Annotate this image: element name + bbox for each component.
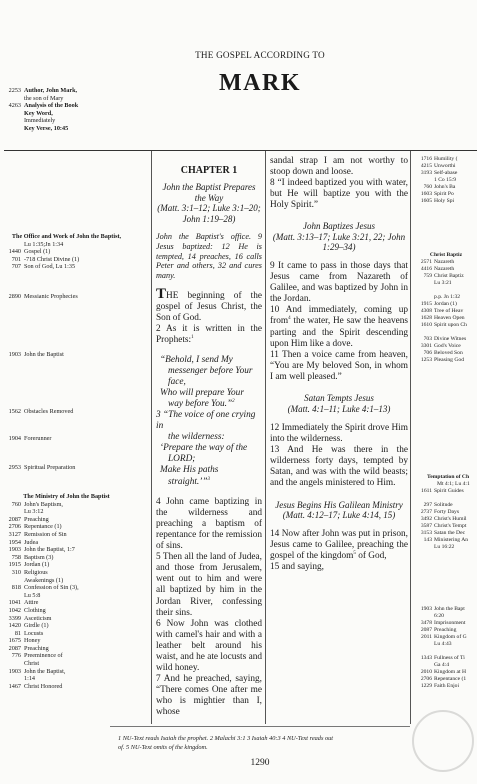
verse-14: 14 Now after John was put in prison, Jesus came to Galilee, preaching the gospel of the kingdom$^5$ of God, [270, 528, 408, 561]
note-entry: 3193 Self-abase [420, 170, 458, 176]
note-entry: 1:14 [24, 675, 36, 683]
note-entry: 3153 Satan the Dec [420, 530, 466, 536]
text-column-1 [156, 165, 262, 719]
note-entry: 1915 Jordan (1) [420, 301, 457, 307]
note-entry: 3127 Remission of Sin [8, 530, 67, 538]
note-john-baptist: 1903 John the Baptist [8, 351, 64, 358]
note-entry: 4215 Unworthi [420, 163, 456, 169]
note-entry: 1253 Pleasing God [420, 357, 464, 363]
section-heading: Temptation of Ch [427, 474, 470, 480]
header-rule [4, 150, 477, 151]
note-entry: Ga 4:4 [434, 662, 450, 668]
book-title: MARK [219, 70, 301, 96]
note-entry: 2087 Preaching [8, 644, 49, 652]
note-entry: 1610 Spirit upon Ch [420, 322, 467, 328]
verse-1: THE beginning of the gospel of Jesus Christ, the Son of God. [156, 286, 262, 324]
verse-3: 3 “The voice of one crying in the wilderness: ‘Prepare the way of the LORD; Make His paths straight.’”$^3$ [156, 410, 256, 487]
gospel-title: THE GOSPEL ACCORDING TO [195, 50, 325, 60]
note-entry: 776 Preeminence of [11, 652, 63, 660]
pericope-reference: (Matt. 4:12–17; Luke 4:14, 15) [282, 510, 396, 521]
note-entry: 706 Beloved Son [423, 350, 463, 356]
note-entry: 2011 Kingdom of G [421, 634, 467, 640]
note-entry: 1915 Jordan (1) [8, 561, 50, 569]
text-column-2 [270, 156, 408, 573]
right-section-galilee [415, 606, 477, 690]
note-entry: 2737 Forty Days [420, 509, 460, 515]
pericope-reference: (Matt. 3:1–12; Luke 3:1–20; John 1:19–28) [157, 203, 261, 224]
verse-7-continued: sandal strap I am not worthy to stoop down and loose. [270, 156, 408, 178]
note-entry: 2706 Repentance (1) [8, 523, 62, 531]
note-entry: 2087 Preaching [8, 515, 49, 523]
note-entry: p.p. Jn 1:32 [434, 294, 461, 300]
note-entry: 703 Divine Witnes [423, 336, 467, 342]
watermark-logo [412, 710, 474, 772]
note-entry: 3492 Christ's Humil [420, 516, 467, 522]
note-entry: 1903 John the Baptist, [8, 667, 66, 675]
note-entry: 3587 Christ's Tempt [420, 523, 467, 529]
note-entry: 758 Baptism (3) [11, 553, 54, 561]
right-notes-top [415, 156, 477, 205]
note-entry: 1041 Attire [8, 599, 39, 607]
note-entry: 1954 Judea [8, 538, 39, 546]
verse-6: 6 Now John was clothed with camel's hair and with a leather belt around his waist, and he ate locusts and wild honey. [156, 618, 262, 674]
chapter-heading: CHAPTER 1 [180, 165, 238, 176]
note-entry: 1628 Heaven Open [420, 315, 465, 321]
note-entry: 4416 Nazareth [420, 266, 455, 272]
verse-2: 2 As it is written in the Prophets:$^1$ [156, 324, 262, 346]
note-entry: 310 Religious [11, 568, 48, 576]
page-number: 1290 [250, 758, 270, 768]
column-divider-center [265, 151, 266, 724]
note-entry: 818 Confession of Sin (3), [11, 584, 79, 592]
pericope-heading: John Baptizes Jesus [303, 221, 375, 232]
note-entry: 1042 Clothing [8, 606, 46, 614]
verse-7: 7 And he preached, saying, “There comes One after me who is mightier than I, whose [156, 674, 262, 718]
left-section-office: The Office and Work of John the Baptist, Lu 1:35;Jn 1:34 1440 Gospel (1) 701 -718 Christ Divine (1) 707 Son of God, Lu 1:35 [4, 233, 144, 271]
footnotes: 1 NU-Text reads Isaiah the prophet. 2 Malachi 3:1 3 Isaiah 40:3 4 NU-Text reads out of. 5 NU-Text omits of the kingdom. [118, 735, 334, 751]
note-entry: 1420 Girdle (1) [8, 622, 49, 630]
left-section-ministry [4, 493, 144, 690]
note-obstacles: 1562 Obstacles Removed [8, 408, 74, 415]
note-entry: 1903 John the Baptist, 1:7 [8, 546, 75, 554]
note-entry: 3301 God's Voice [420, 343, 461, 349]
pericope-reference: (Matt. 3:13–17; Luke 3:21, 22; John 1:29–34) [272, 231, 406, 253]
note-entry: Awakenings (1) [24, 576, 64, 584]
note-entry: Lu 5:8 [24, 591, 41, 599]
pericope-heading: Jesus Begins His Galilean Ministry [275, 499, 403, 510]
note-entry: 1675 Honey [8, 637, 41, 645]
note-entry: 6:20 [434, 613, 444, 619]
chapter-summary: John the Baptist's office. 9 Jesus baptized: 12 He is tempted, 14 preaches, 16 calls Peter and others, 32 and cures many. [156, 232, 262, 281]
section-heading: The Ministry of John the Baptist [23, 493, 110, 500]
verse-15: 15 and saying, [270, 561, 324, 572]
note-entry: 2571 Nazareth [420, 259, 455, 265]
verse-11: 11 Then a voice came from heaven, “You are My beloved Son, in whom I am well pleased.” [270, 349, 408, 382]
right-section-temptation: Temptation of Ch Mt 4:1; Lu 4:1 1611 Spirit Guides 297 Solitude 2737 Forty Days 3492 Christ's Humil 3587 Christ's Tempt 3153 Satan the Dec 143 Ministering An Lu 16:22 [415, 474, 477, 551]
section-heading: Christ Baptiz [429, 252, 463, 258]
note-entry [415, 648, 477, 655]
verse-8: 8 “I indeed baptized you with water, but He will baptize you with the Holy Spirit.” [270, 178, 408, 211]
footnote-rule [110, 726, 410, 727]
verse-5: 5 Then all the land of Judea, and those from Jerusalem, went out to him and were all baptized by him in the Jordan River, confessing their sins. [156, 552, 262, 618]
author-note: Author, John Mark, [24, 87, 78, 94]
verse-12: 12 Immediately the Spirit drove Him into the wilderness. [270, 423, 408, 445]
note-entry: 3478 Imprisonment [420, 620, 466, 626]
note-messianic: 2890 Messianic Prophecies [8, 293, 78, 300]
pericope-heading: Satan Tempts Jesus [304, 393, 374, 403]
note-entry: 1343 Fullness of Ti [420, 655, 465, 661]
verse-13: 13 And He was there in the wilderness forty days, tempted by Satan, and was with the wild beasts; and the angels ministered to Him. [270, 445, 408, 489]
note-entry: 2706 Repentance (1 [420, 676, 467, 682]
note-entry: 759 Christ Baptiz [423, 273, 464, 279]
note-entry: 143 Ministering An [423, 537, 469, 543]
note-entry: 2010 Kingdom at H [420, 669, 467, 675]
note-entry: 1 Co 15:9 [434, 177, 457, 183]
book-intro-notes: 2253 Author, John Mark, the son of Mary 4263 Analysis of the Book Key Word, Immediately Key Verse, 10:45 [8, 87, 79, 132]
note-entry: Lu 3:21 [434, 280, 452, 286]
note-entry: 1716 Humility ( [420, 156, 458, 162]
right-section-baptism [415, 252, 477, 364]
note-entry: 760 John's Baptism, [11, 500, 63, 508]
section-heading: The Office and Work of John the Baptist, [11, 233, 122, 240]
note-entry [415, 329, 477, 336]
column-divider-left [151, 151, 152, 724]
note-entry: 81 Locusts [14, 629, 44, 637]
verse-9: 9 It came to pass in those days that Jesus came from Nazareth of Galilee, and was baptized by John in the Jordan. [270, 260, 408, 305]
verse-10: 10 And immediately, coming up from$^4$ the water, He saw the heavens parting and the Spirit descending upon Him like a dove. [270, 305, 408, 349]
note-entry: 297 Solitude [423, 502, 453, 508]
note-entry [415, 287, 477, 294]
note-entry: Lu 4:43 [434, 641, 452, 647]
note-forerunner: 1904 Forerunner [8, 435, 52, 442]
pericope-heading: John the Baptist Prepares the Way [162, 182, 256, 203]
note-entry: Lu 16:22 [434, 544, 455, 550]
note-entry: 760 John's Ba [423, 184, 456, 190]
pericope-reference: (Matt. 4:1–11; Luke 4:1–13) [287, 403, 391, 414]
note-entry: 3399 Asceticism [8, 614, 52, 622]
note-entry: Lu 3:12 [24, 508, 44, 516]
quote-malachi: “Behold, I send My messenger before Your face, Who will prepare Your way before You.”$^2$ [160, 354, 253, 409]
note-entry: 1903 John the Bapt [420, 606, 465, 612]
note-entry: 1611 Spirit Guides [421, 488, 464, 494]
note-entry: 1229 Faith Enjoi [420, 683, 460, 689]
note-entry: 4308 Tree of Heav [420, 308, 464, 314]
note-entry: 2087 Preaching [420, 627, 457, 633]
note-entry [415, 495, 477, 502]
note-entry: 1603 Spirit Po [420, 191, 454, 197]
column-divider-right [410, 151, 411, 724]
verse-4: 4 John came baptizing in the wilderness and preaching a baptism of repentance for the remission of sins. [156, 496, 262, 552]
note-entry: 1605 Holy Spi [420, 198, 455, 204]
note-entry: 1467 Christ Honored [8, 682, 63, 690]
note-entry: Christ [24, 660, 40, 668]
note-spiritual-prep: 2953 Spiritual Preparation [8, 464, 76, 471]
